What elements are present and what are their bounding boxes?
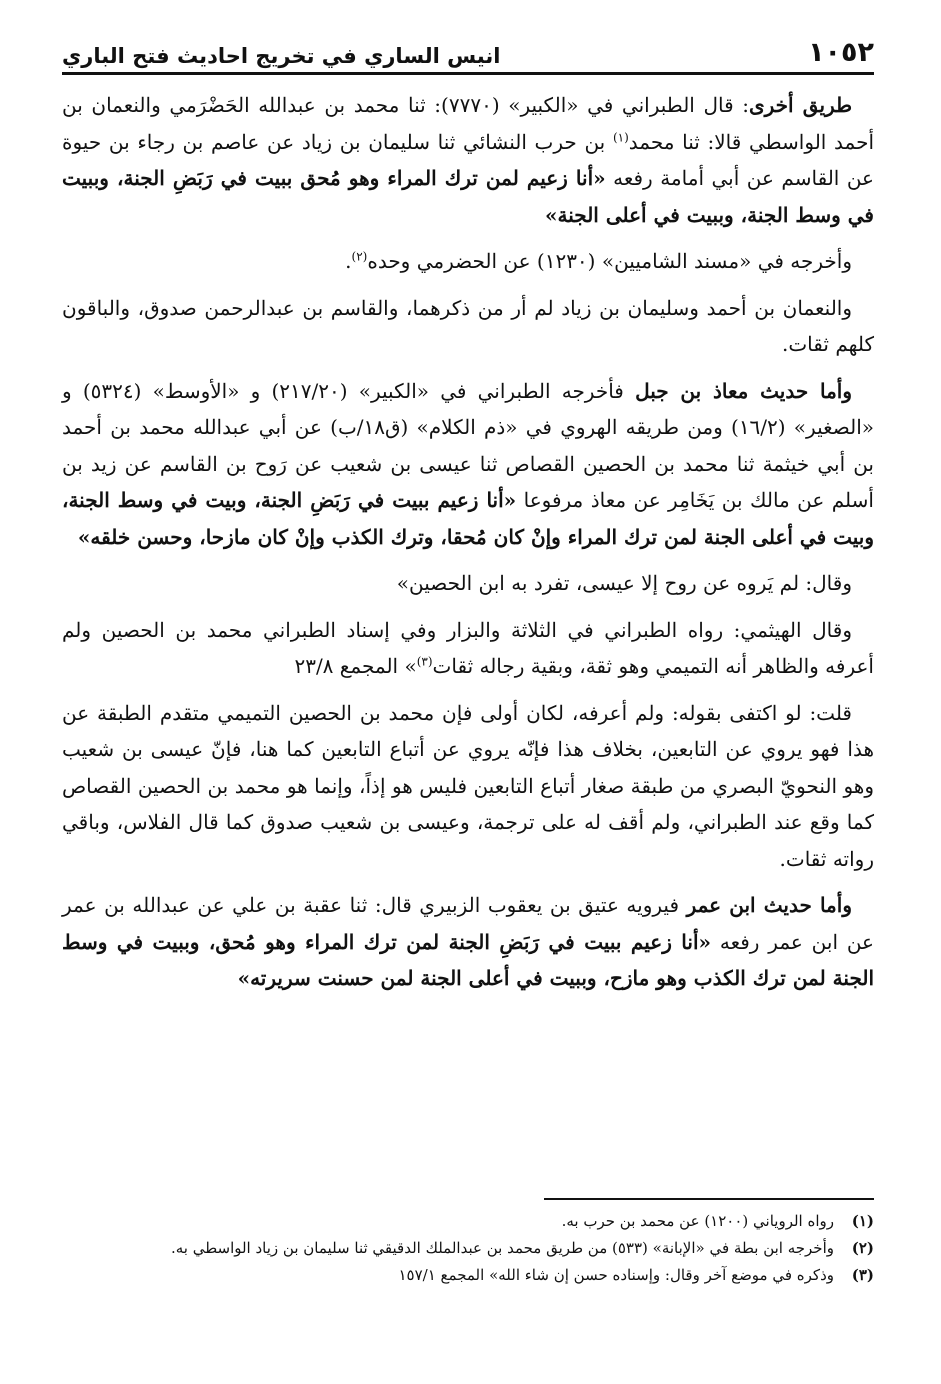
paragraph-shamiyyin xyxy=(62,243,874,280)
page-header xyxy=(62,28,874,75)
footnote-number: (١) xyxy=(851,1212,874,1230)
paragraph-muadh-hadith xyxy=(62,373,874,556)
paragraph-narrators xyxy=(62,290,874,363)
paragraph-tabarani-said xyxy=(62,565,874,602)
paragraph-text: وأخرجه في «مسند الشاميين» (١٢٣٠) عن الحضرمي وحده xyxy=(367,249,852,273)
footnote-text: وأخرجه ابن بطة في «الإبانة» (٥٣٣) من طريق محمد بن عبدالملك الدقيقي ثنا سليمان بن زياد الواسطي به. xyxy=(170,1239,834,1257)
footnote-number: (٣) xyxy=(851,1266,874,1284)
hadith-text: «أنا زعيم ببيت في رَبَضِ الجنة لمن ترك المراء وهو مُحق، وببيت في وسط الجنة لمن ترك الكذب وهو مازح، وببيت في أعلى الجنة لمن حسنت سريرته» xyxy=(62,929,874,990)
running-title: انيس الساري في تخريج احاديث فتح الباري xyxy=(62,44,501,68)
paragraph-text: بن حرب النشائي ثنا سليمان بن زياد عن عاصم بن رجاء بن حيوة عن القاسم عن أبي أمامة رفعه xyxy=(62,129,874,190)
paragraph-ibn-umar-hadith xyxy=(62,887,874,997)
paragraph-text: والنعمان بن أحمد وسليمان بن زياد لم أر من ذكرهما، والقاسم بن عبدالرحمن صدوق، والباقون كلهم ثقات. xyxy=(62,295,874,356)
paragraph-text: فأخرجه الطبراني في «الكبير» (٢١٧/٢٠) و «الأوسط» (٥٣٢٤) و «الصغير» (١٦/٢) ومن طريقه الهروي في «ذم الكلام» (ق١٨/ب) عن أبي عبدالله محمد بن أحمد بن أبي خيثمة ثنا محمد بن الحصين القصاص ثنا عيسى بن شعيب عن رَوح بن القاسم عن زيد بن أسلم عن مالك بن يَخَامِر عن معاذ مرفوعا xyxy=(62,378,874,512)
paragraph-another-route xyxy=(62,87,874,233)
hadith-text: «أنا زعيم ببيت في رَبَضِ الجنة، وبيت في وسط الجنة، وبيت في أعلى الجنة لمن ترك المراء وإنْ كان مُحقا، وترك الكذب وإنْ كان مازحا، وحسن خلقه» xyxy=(62,488,874,549)
page-body xyxy=(62,87,874,997)
footnote-1 xyxy=(62,1208,874,1235)
paragraph-lead: طريق أخرى xyxy=(748,93,853,117)
paragraph-text: : قال الطبراني في «الكبير» (٧٧٧٠): ثنا محمد بن عبدالله الحَضْرَمي والنعمان بن أحمد الواسطي قالا: ثنا محمد xyxy=(62,93,875,154)
paragraph-haythami xyxy=(62,612,874,685)
paragraph-text: قلت: لو اكتفى بقوله: ولم أعرفه، لكان أولى فإن محمد بن الحصين التميمي متقدم الطبقة عن هذا فهو يروي عن التابعين، بخلاف هذا فإنّه يروي عن أتباع التابعين كما هنا، فإنّ عيسى بن شعيب وهو النحويّ البصري من طبقة صغار أتباع التابعين فليس هو إذاً، وإنما هو محمد بن الحصين القصاص كما وقع عند الطبراني، ولم أقف له على ترجمة، وعيسى بن شعيب صدوق كما قال الفلاس، وباقي رواته ثقات. xyxy=(62,700,874,871)
footnote-3 xyxy=(62,1262,874,1289)
hadith-text: «أنا زعيم لمن ترك المراء وهو مُحق ببيت في رَبَضِ الجنة، وببيت في وسط الجنة، وببيت في أعلى الجنة» xyxy=(62,166,874,227)
paragraph-text: » المجمع ٢٣/٨ xyxy=(294,654,417,678)
paragraph-lead: وأما حديث معاذ بن جبل xyxy=(635,378,853,403)
footnote-2 xyxy=(62,1235,874,1262)
footnote-ref: (٣) xyxy=(416,654,433,669)
footnote-number: (٢) xyxy=(851,1239,874,1257)
footnote-text: رواه الروياني (١٢٠٠) عن محمد بن حرب به. xyxy=(561,1212,834,1230)
paragraph-text: . xyxy=(345,249,352,273)
paragraph-text: وقال: لم يَروه عن روح إلا عيسى، تفرد به ابن الحصين» xyxy=(396,571,852,595)
footnote-ref: (٢) xyxy=(351,249,368,264)
footnote-text: وذكره في موضع آخر وقال: وإسناده حسن إن شاء الله» المجمع ١٥٧/١ xyxy=(398,1266,834,1284)
footnotes xyxy=(62,1198,874,1289)
paragraph-text: وقال الهيثمي: رواه الطبراني في الثلاثة والبزار وفي إسناد الطبراني محمد بن الحصين ولم أعرفه والظاهر أنه التميمي وهو ثقة، وبقية رجاله ثقات xyxy=(62,617,874,678)
footnote-divider xyxy=(544,1198,874,1200)
paragraph-lead: وأما حديث ابن عمر xyxy=(686,893,852,917)
page-number: ١٠٥٢ xyxy=(808,37,874,68)
footnote-ref: (١) xyxy=(612,129,629,144)
book-page xyxy=(62,28,874,1007)
paragraph-text: فيرويه عتيق بن يعقوب الزبيري قال: ثنا عقبة بن علي عن عبدالله بن عمر عن ابن عمر رفعه xyxy=(62,893,874,954)
paragraph-author-comment xyxy=(62,695,874,878)
